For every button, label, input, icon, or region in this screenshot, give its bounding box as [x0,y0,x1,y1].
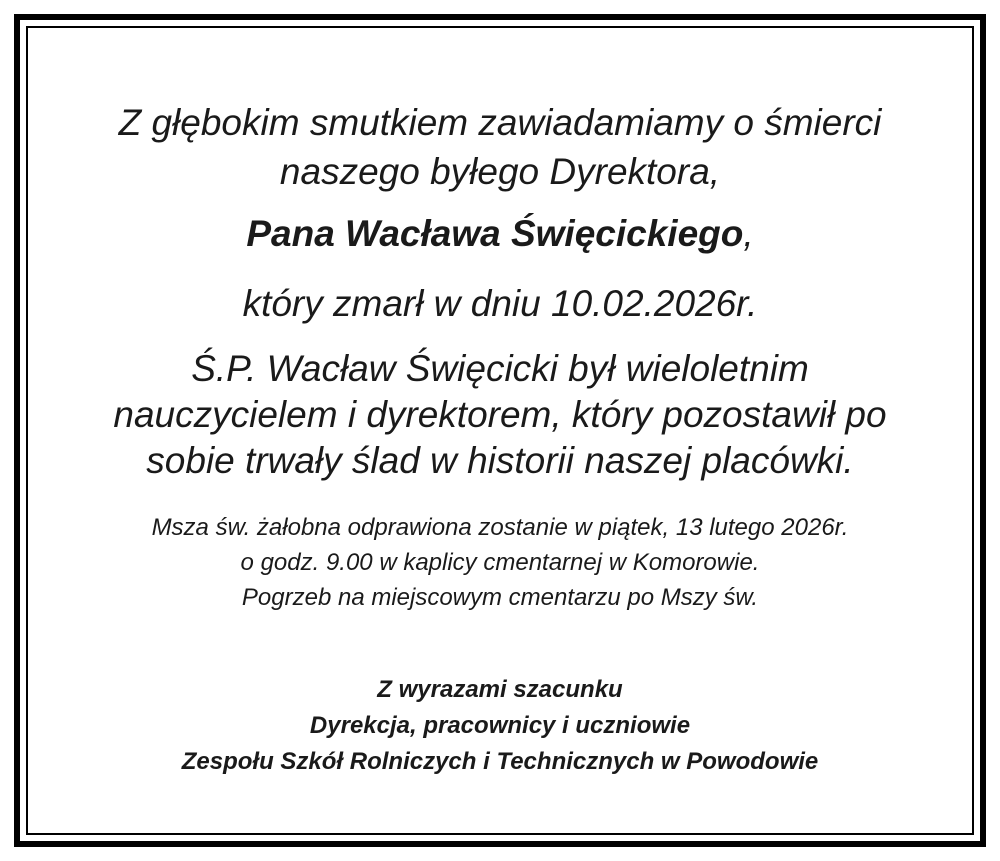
biography-line: nauczycielem i dyrektorem, który pozostawił po [113,394,887,435]
signature-line: Z wyrazami szacunku [377,676,623,703]
intro-line: Z głębokim smutkiem zawiadamiamy o śmierci [118,102,882,143]
intro-text [40,98,960,196]
funeral-info-line: Pogrzeb na miejscowym cmentarzu po Mszy św. [241,584,759,611]
biography-line: Ś.P. Wacław Święcicki był wieloletnim [191,348,809,389]
intro-line: naszego byłego Dyrektora, [279,151,721,192]
funeral-info-line: o godz. 9.00 w kaplicy cmentarnej w Komorowie. [240,549,760,576]
signature-line: Zespołu Szkół Rolniczych i Technicznych w Powodowie [181,748,819,775]
death-date-text: który zmarł w dniu 10.02.2026r. [242,283,758,324]
biography-line: sobie trwały ślad w historii naszej placówki. [146,440,854,481]
deceased-name [40,211,960,257]
biography-text [40,346,960,484]
funeral-info-line: Msza św. żałobna odprawiona zostanie w piątek, 13 lutego 2026r. [151,514,849,541]
funeral-info [40,510,960,615]
deceased-name-suffix: , [743,213,754,254]
signature-block [40,672,960,780]
signature-line: Dyrekcja, pracownicy i uczniowie [309,712,691,739]
deceased-name-text: Pana Wacława Święcickiego [246,213,744,254]
obituary-notice [40,40,960,821]
